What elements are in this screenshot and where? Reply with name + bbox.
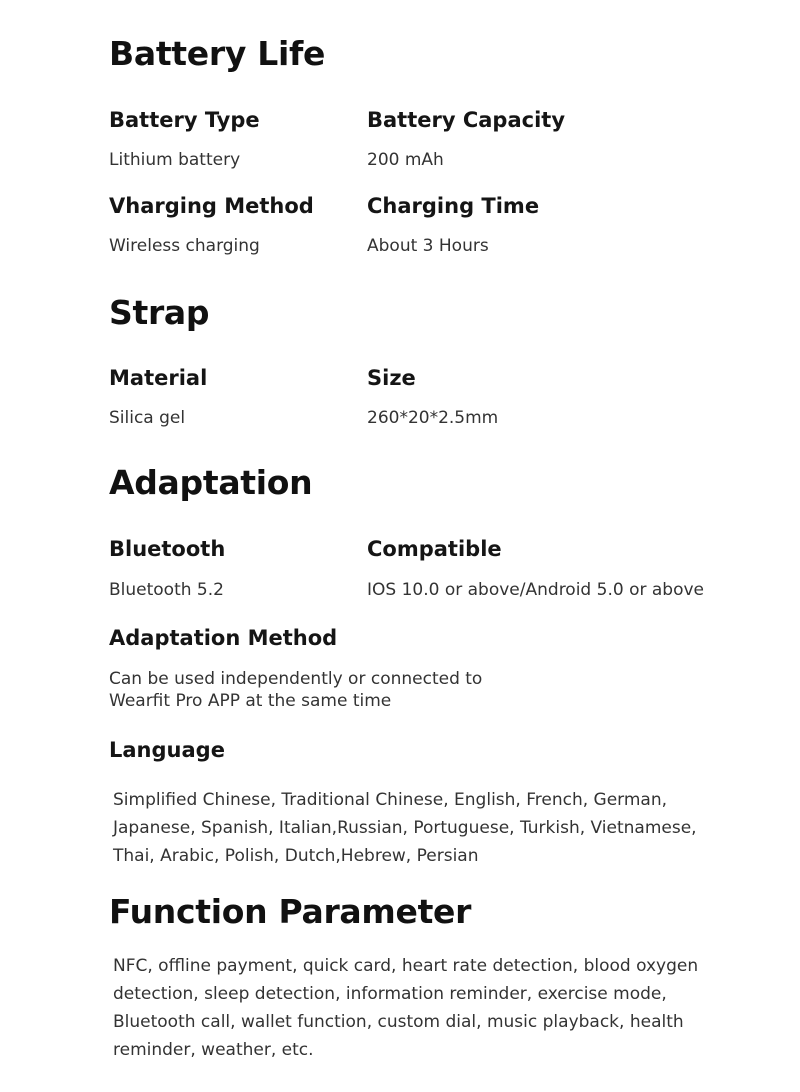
adaptation-method-text: [109, 668, 482, 712]
charging-time-value: About 3 Hours: [367, 236, 489, 256]
language-line: Thai, Arabic, Polish, Dutch,Hebrew, Persian: [113, 846, 479, 866]
function-line: NFC, offline payment, quick card, heart rate detection, blood oxygen: [113, 956, 699, 976]
function-parameter-heading: Function Parameter: [109, 892, 472, 931]
adaptation-method-line: Can be used independently or connected to: [109, 669, 483, 689]
size-label: Size: [367, 366, 416, 390]
size-value: 260*20*2.5mm: [367, 408, 499, 428]
battery-type-label: Battery Type: [109, 108, 260, 132]
battery-life-heading: Battery Life: [109, 34, 326, 73]
language-line: Simplified Chinese, Traditional Chinese, English, French, German,: [113, 790, 668, 810]
compatible-label: Compatible: [367, 537, 502, 561]
bluetooth-value: Bluetooth 5.2: [109, 580, 224, 600]
charging-method-label: Vharging Method: [109, 194, 314, 218]
battery-capacity-label: Battery Capacity: [367, 108, 566, 132]
battery-type-value: Lithium battery: [109, 150, 241, 170]
compatible-value: IOS 10.0 or above/Android 5.0 or above: [367, 580, 704, 600]
strap-heading: Strap: [109, 293, 210, 332]
material-value: Silica gel: [109, 408, 186, 428]
language-line: Japanese, Spanish, Italian,Russian, Portuguese, Turkish, Vietnamese,: [113, 818, 697, 838]
function-parameter-text: [113, 952, 698, 1064]
language-label: Language: [109, 738, 225, 762]
adaptation-method-line: Wearfit Pro APP at the same time: [109, 691, 392, 711]
charging-time-label: Charging Time: [367, 194, 540, 218]
function-line: reminder, weather, etc.: [113, 1040, 314, 1060]
adaptation-method-label: Adaptation Method: [109, 626, 338, 650]
charging-method-value: Wireless charging: [109, 236, 260, 256]
bluetooth-label: Bluetooth: [109, 537, 226, 561]
adaptation-heading: Adaptation: [109, 463, 313, 502]
function-line: detection, sleep detection, information reminder, exercise mode,: [113, 984, 667, 1004]
function-line: Bluetooth call, wallet function, custom dial, music playback, health: [113, 1012, 684, 1032]
language-text: [113, 786, 697, 870]
material-label: Material: [109, 366, 208, 390]
battery-capacity-value: 200 mAh: [367, 150, 444, 170]
